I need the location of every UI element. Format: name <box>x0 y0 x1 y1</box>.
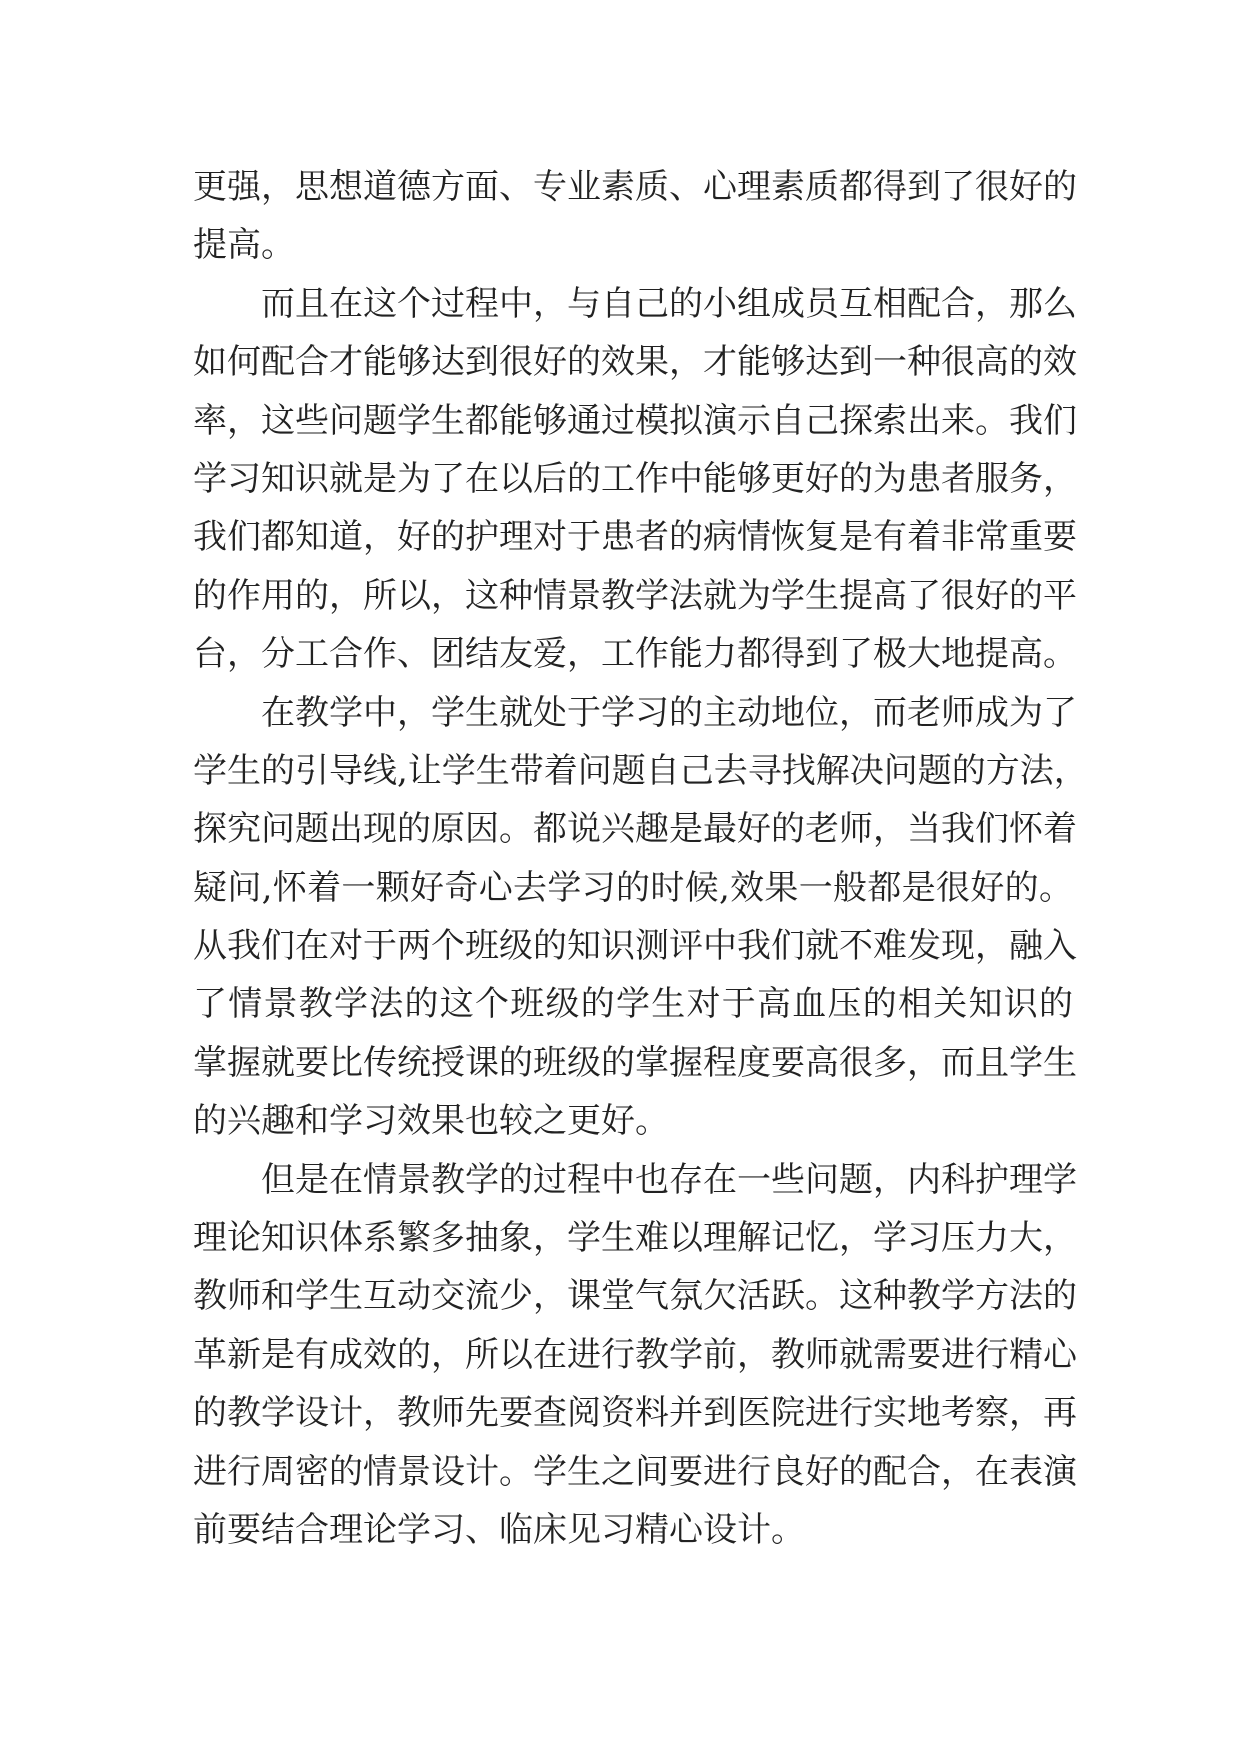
text-line: 了情景教学法的这个班级的学生对于高血压的相关知识的 <box>193 984 1073 1025</box>
paragraph <box>193 684 1088 1151</box>
text-line: 革新是有成效的，所以在进行教学前，教师就需要进行精心 <box>193 1334 1077 1375</box>
text-line: 更强，思想道德方面、专业素质、心理素质都得到了很好的 <box>193 167 1077 207</box>
text-line: 台，分工合作、团结友爱，工作能力都得到了极大地提高。 <box>193 634 1077 675</box>
paragraph <box>193 158 1077 275</box>
text-line: 理论知识体系繁多抽象，学生难以理解记忆，学习压力大， <box>193 1218 1077 1259</box>
text-line: 在教学中，学生就处于学习的主动地位，而老师成为了 <box>261 692 1077 733</box>
paragraph <box>193 1151 1077 1560</box>
text-line: 学生的引导线,让学生带着问题自己去寻找解决问题的方法， <box>193 750 1088 791</box>
text-line: 学习知识就是为了在以后的工作中能够更好的为患者服务， <box>193 458 1077 499</box>
text-line: 从我们在对于两个班级的知识测评中我们就不难发现，融入 <box>193 926 1077 967</box>
text-line: 的作用的，所以，这种情景教学法就为学生提高了很好的平 <box>193 575 1077 616</box>
text-line: 我们都知道，好的护理对于患者的病情恢复是有着非常重要 <box>193 517 1077 558</box>
text-line: 而且在这个过程中，与自己的小组成员互相配合，那么 <box>261 283 1077 324</box>
text-line: 率，这些问题学生都能够通过模拟演示自己探索出来。我们 <box>193 400 1077 441</box>
body-text <box>193 158 1088 1559</box>
text-line: 的教学设计，教师先要查阅资料并到医院进行实地考察，再 <box>193 1393 1077 1434</box>
text-line: 如何配合才能够达到很好的效果，才能够达到一种很高的效 <box>193 342 1077 383</box>
text-line: 提高。 <box>193 225 295 266</box>
text-line: 疑问,怀着一颗好奇心去学习的时候,效果一般都是很好的。 <box>193 867 1073 908</box>
text-line: 前要结合理论学习、临床见习精心设计。 <box>193 1509 805 1550</box>
text-line: 但是在情景教学的过程中也存在一些问题，内科护理学 <box>261 1159 1077 1200</box>
text-line: 掌握就要比传统授课的班级的掌握程度要高很多，而且学生 <box>193 1042 1077 1083</box>
text-line: 探究问题出现的原因。都说兴趣是最好的老师，当我们怀着 <box>193 809 1077 850</box>
paragraph <box>193 275 1077 684</box>
text-line: 教师和学生互动交流少，课堂气氛欠活跃。这种教学方法的 <box>193 1276 1077 1317</box>
text-line: 的兴趣和学习效果也较之更好。 <box>193 1101 669 1142</box>
text-line: 进行周密的情景设计。学生之间要进行良好的配合，在表演 <box>193 1451 1077 1492</box>
